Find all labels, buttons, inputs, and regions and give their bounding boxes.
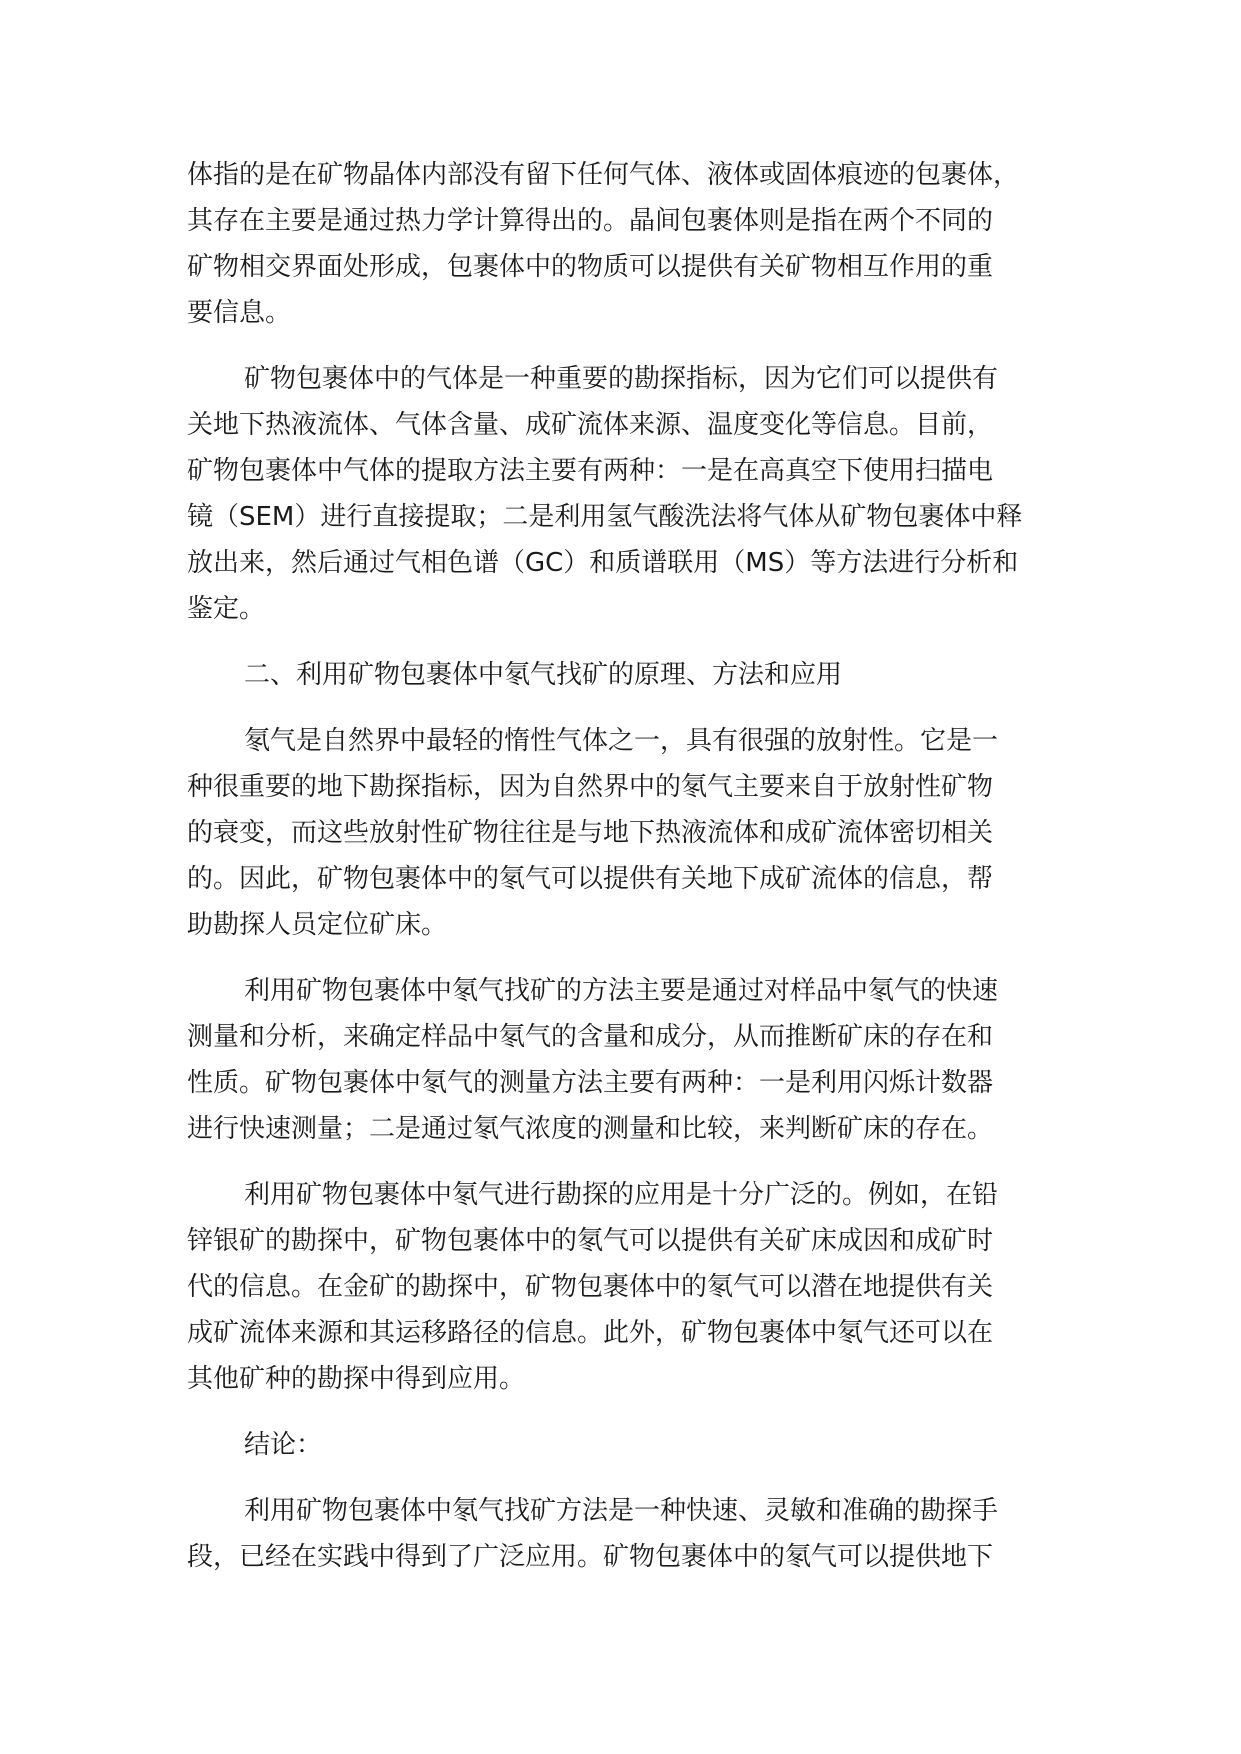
- paragraph-line: 矿物包裹体中气体的提取方法主要有两种：一是在高真空下使用扫描电: [187, 456, 994, 486]
- paragraph-line: 的衰变，而这些放射性矿物往往是与地下热液流体和成矿流体密切相关: [187, 818, 994, 848]
- paragraph-line: 的。因此，矿物包裹体中的氡气可以提供有关地下成矿流体的信息，帮: [187, 864, 994, 894]
- paragraph: [187, 652, 1087, 698]
- paragraph-line: 其他矿种的勘探中得到应用。: [187, 1364, 526, 1394]
- paragraph-line: 进行快速测量；二是通过氡气浓度的测量和比较，来判断矿床的存在。: [187, 1114, 994, 1144]
- paragraph-line: 助勘探人员定位矿床。: [187, 910, 448, 940]
- paragraph-line: 结论：: [244, 1430, 323, 1460]
- paragraph-line: 测量和分析，来确定样品中氡气的含量和成分，从而推断矿床的存在和: [187, 1022, 994, 1052]
- paragraph-line: 种很重要的地下勘探指标，因为自然界中的氡气主要来自于放射性矿物: [187, 772, 994, 802]
- paragraph-line: 矿物相交界面处形成，包裹体中的物质可以提供有关矿物相互作用的重: [187, 252, 994, 282]
- paragraph-line: 锌银矿的勘探中，矿物包裹体中的氡气可以提供有关矿床成因和成矿时: [187, 1226, 994, 1256]
- paragraph-line: 体指的是在矿物晶体内部没有留下任何气体、液体或固体痕迹的包裹体，: [187, 160, 1020, 190]
- paragraph-line: 其存在主要是通过热力学计算得出的。晶间包裹体则是指在两个不同的: [187, 206, 994, 236]
- paragraph: [187, 968, 1087, 1152]
- paragraph: [187, 356, 1087, 632]
- paragraph-line: 段，已经在实践中得到了广泛应用。矿物包裹体中的氡气可以提供地下: [187, 1542, 994, 1572]
- document-body: [187, 152, 1087, 1600]
- paragraph: [187, 1488, 1087, 1580]
- paragraph-line: 二、利用矿物包裹体中氡气找矿的原理、方法和应用: [244, 660, 843, 690]
- paragraph: [187, 1172, 1087, 1402]
- paragraph-line: 关地下热液流体、气体含量、成矿流体来源、温度变化等信息。目前，: [187, 410, 994, 440]
- paragraph: [187, 1422, 1087, 1468]
- paragraph-line: 要信息。: [187, 298, 292, 328]
- paragraph-line: 矿物包裹体中的气体是一种重要的勘探指标，因为它们可以提供有: [244, 364, 999, 394]
- paragraph-line: 利用矿物包裹体中氡气找矿方法是一种快速、灵敏和准确的勘探手: [244, 1496, 999, 1526]
- paragraph: [187, 152, 1087, 336]
- paragraph-line: 性质。矿物包裹体中氡气的测量方法主要有两种：一是利用闪烁计数器: [187, 1068, 994, 1098]
- paragraph-line: 氡气是自然界中最轻的惰性气体之一，具有很强的放射性。它是一: [244, 726, 999, 756]
- paragraph-line: 利用矿物包裹体中氡气找矿的方法主要是通过对样品中氡气的快速: [244, 976, 999, 1006]
- paragraph-line: 代的信息。在金矿的勘探中，矿物包裹体中的氡气可以潜在地提供有关: [187, 1272, 994, 1302]
- paragraph: [187, 718, 1087, 948]
- paragraph-line: 鉴定。: [187, 594, 266, 624]
- paragraph-line: 放出来，然后通过气相色谱（GC）和质谱联用（MS）等方法进行分析和: [187, 548, 1019, 578]
- paragraph-line: 成矿流体来源和其运移路径的信息。此外，矿物包裹体中氡气还可以在: [187, 1318, 994, 1348]
- paragraph-line: 镜（SEM）进行直接提取；二是利用氢气酸洗法将气体从矿物包裹体中释: [187, 502, 1023, 532]
- paragraph-line: 利用矿物包裹体中氡气进行勘探的应用是十分广泛的。例如，在铅: [244, 1180, 999, 1210]
